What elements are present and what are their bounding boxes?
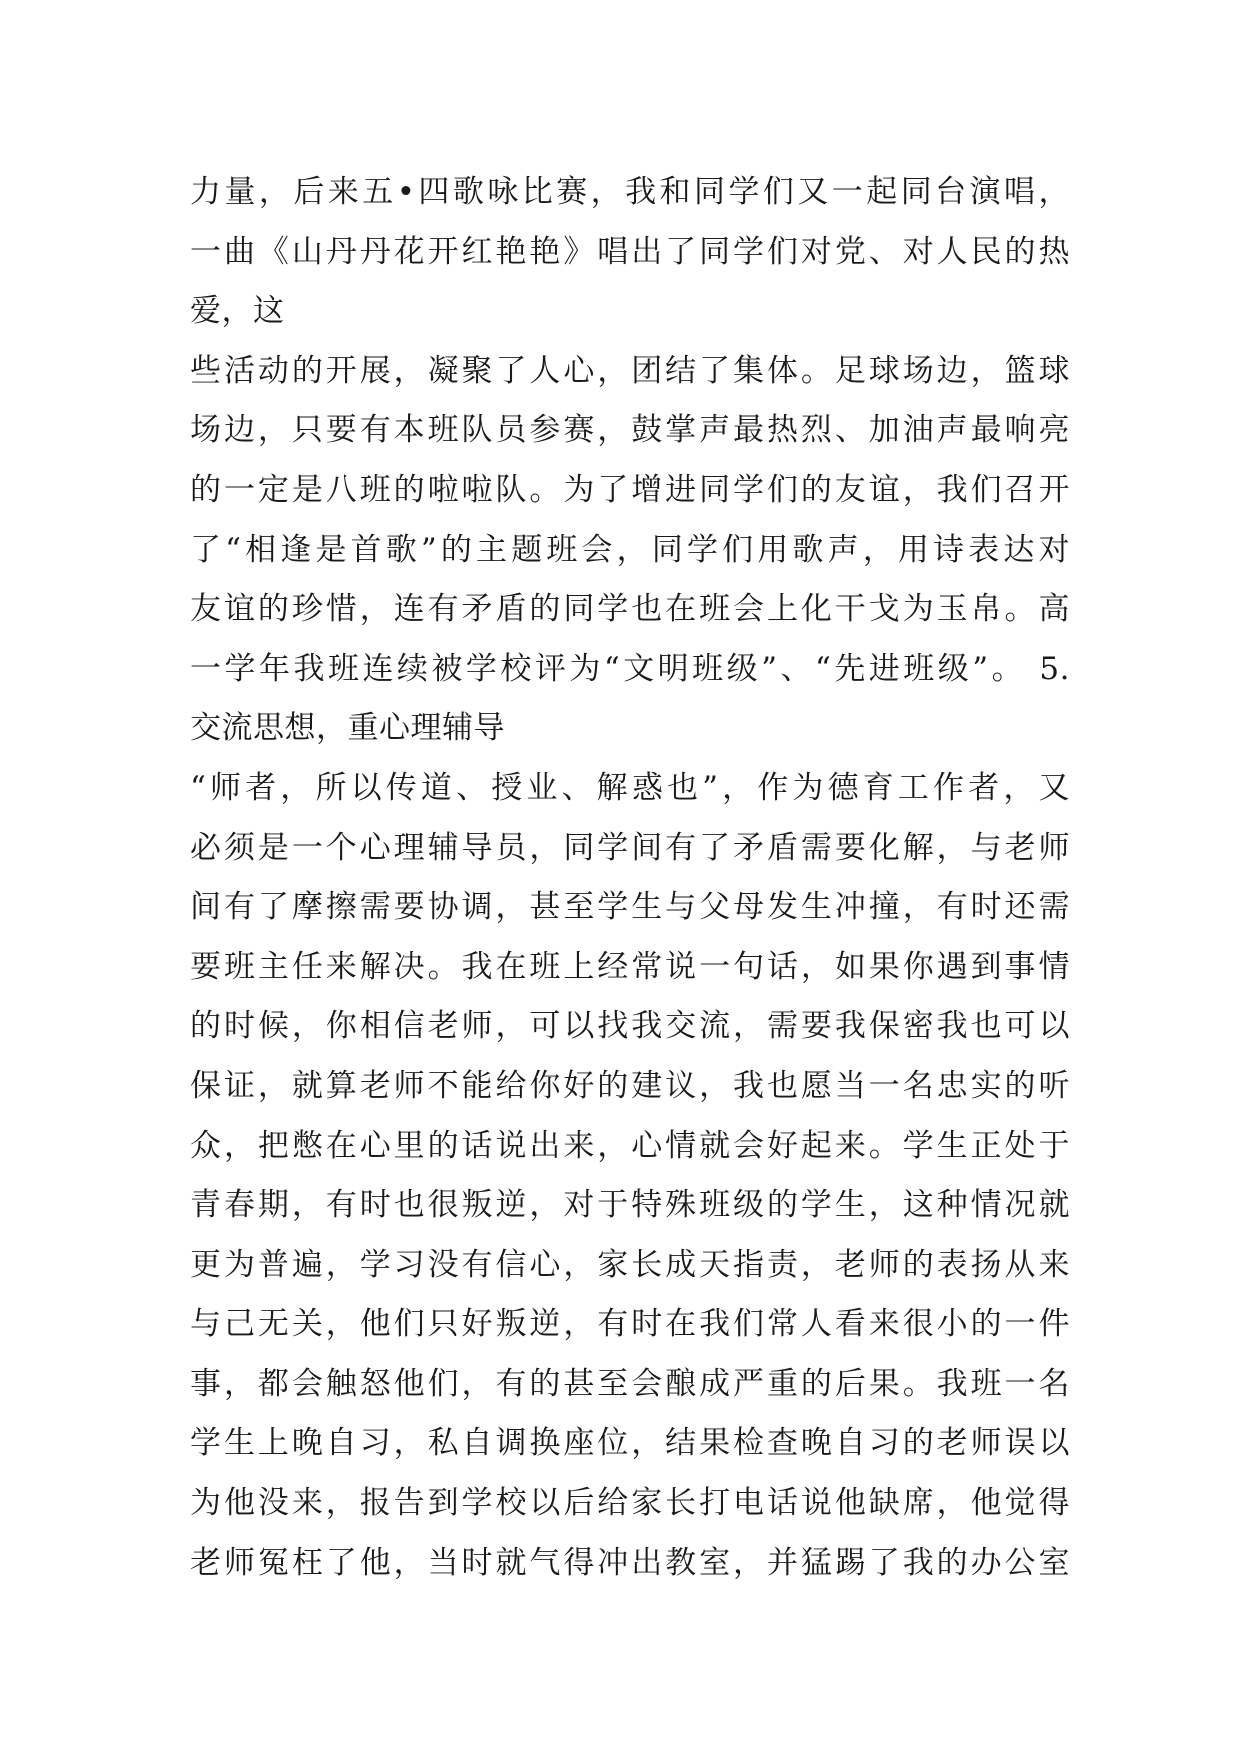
text-line: 更为普遍，学习没有信心，家长成天指责，老师的表扬从来: [190, 1246, 1070, 1283]
text-line: 爱，这: [190, 293, 285, 330]
text-line: 些活动的开展，凝聚了人心，团结了集体。足球场边，篮球: [190, 352, 1070, 389]
text-line: 力量，后来五•四歌咏比赛，我和同学们又一起同台演唱，: [190, 174, 1070, 210]
text-line: 间有了摩擦需要协调，甚至学生与父母发生冲撞，有时还需: [190, 889, 1070, 926]
text-line: 要班主任来解决。我在班上经常说一句话，如果你遇到事情: [190, 948, 1070, 985]
text-line: 事，都会触怒他们，有的甚至会酿成严重的后果。我班一名: [190, 1365, 1070, 1402]
text-line: 的一定是八班的啦啦队。为了增进同学们的友谊，我们召开: [190, 471, 1070, 508]
text-line: 学生上晚自习，私自调换座位，结果检查晚自习的老师误以: [190, 1425, 1070, 1462]
text-line: 为他没来，报告到学校以后给家长打电话说他缺席，他觉得: [190, 1485, 1070, 1522]
text-line: “师者，所以传道、授业、解惑也”，作为德育工作者，又: [190, 769, 1070, 806]
text-line: 的时候，你相信老师，可以找我交流，需要我保密我也可以: [190, 1008, 1070, 1045]
text-line: 一曲《山丹丹花开红艳艳》唱出了同学们对党、对人民的热: [190, 233, 1070, 270]
text-line: 必须是一个心理辅导员，同学间有了矛盾需要化解，与老师: [190, 829, 1070, 866]
text-line: 场边，只要有本班队员参赛，鼓掌声最热烈、加油声最响亮: [190, 412, 1070, 449]
text-line: 老师冤枉了他，当时就气得冲出教室，并猛踢了我的办公室: [190, 1544, 1070, 1581]
text-line: 了“相逢是首歌”的主题班会，同学们用歌声，用诗表达对: [190, 531, 1070, 568]
text-line: 保证，就算老师不能给你好的建议，我也愿当一名忠实的听: [190, 1067, 1070, 1104]
text-line: 众，把憋在心里的话说出来，心情就会好起来。学生正处于: [190, 1127, 1070, 1164]
body-text: [190, 163, 1070, 1593]
text-line: 一学年我班连续被学校评为“文明班级”、“先进班级”。 5.: [190, 650, 1070, 687]
text-line: 青春期，有时也很叛逆，对于特殊班级的学生，这种情况就: [190, 1187, 1070, 1224]
section-heading: 交流思想，重心理辅导: [190, 710, 505, 747]
text-line: 友谊的珍惜，连有矛盾的同学也在班会上化干戈为玉帛。高: [190, 591, 1070, 628]
text-line: 与己无关，他们只好叛逆，有时在我们常人看来很小的一件: [190, 1306, 1070, 1343]
